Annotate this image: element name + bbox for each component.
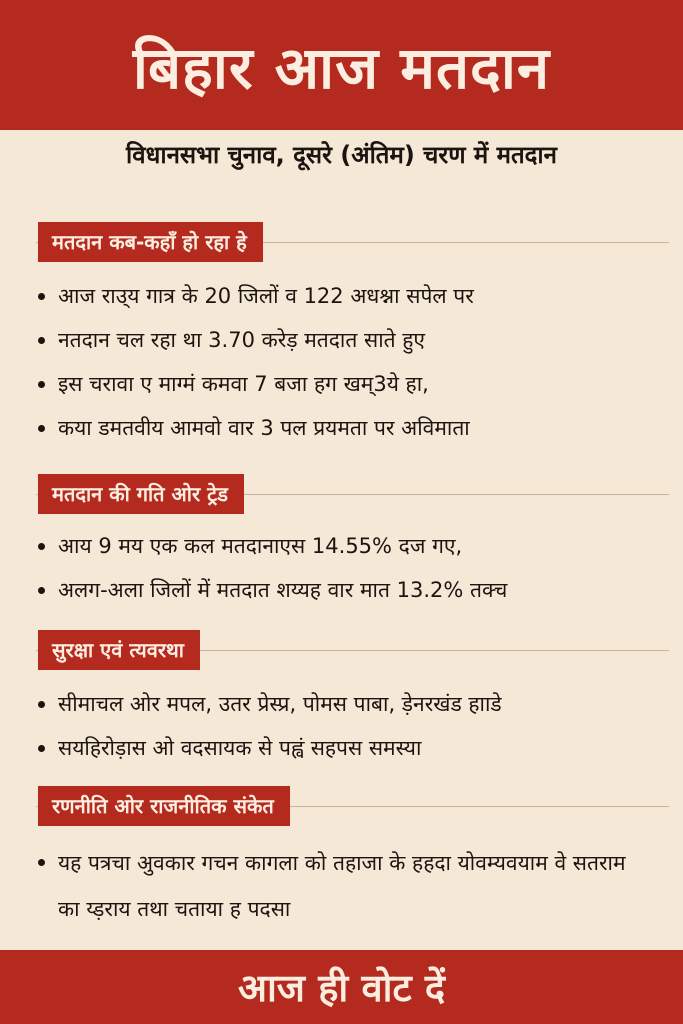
page-title: बिहार आज मतदान <box>132 33 551 102</box>
subtitle: विधानसभा चुनाव, दूसरे (अंतिम) चरण में मतदान <box>126 141 557 169</box>
section-heading-label: रणनीति ओर राजनीतिक संकेत <box>38 786 290 826</box>
list-item <box>0 406 683 450</box>
list-item-text: कया डमतवीय आमवो वार 3 पल प्रयमता पर अविमाता <box>58 416 470 440</box>
header-banner <box>0 0 683 130</box>
bullet-icon <box>38 337 45 344</box>
bullet-icon <box>38 701 45 708</box>
bullet-icon <box>38 543 45 550</box>
bullet-icon <box>38 587 45 594</box>
list-item-text: अलग-अला जिलों में मतदात शय्यह वार मात 13.2% तक्च <box>58 578 508 602</box>
list-item-text: सयहिरोड़ास ओ वदसायक से पह्वं सहपस समस्या <box>58 736 422 760</box>
list-item <box>0 318 683 362</box>
list-item <box>0 568 683 612</box>
section-strategy <box>0 786 683 932</box>
list-item <box>0 524 683 568</box>
section-heading-label: सुरक्षा एवं त्यवरथा <box>38 630 200 670</box>
list-item-text: इस चरावा ए माग्मं कमवा 7 बजा हग खम्3ये हा, <box>58 372 429 396</box>
section-heading <box>0 474 683 514</box>
bullet-icon <box>38 425 45 432</box>
list-item-text: सीमाचल ओर मपल, उतर प्रेस्प्र, पोमस पाबा, ड़ेनरखंड हााडे <box>58 692 502 716</box>
section-heading <box>0 222 683 262</box>
list-item <box>0 840 683 932</box>
bullet-list <box>0 274 683 450</box>
section-heading <box>0 786 683 826</box>
section-when-where <box>0 222 683 450</box>
section-heading-label: मतदान की गति ओर ट्रेड <box>38 474 244 514</box>
footer-banner <box>0 950 683 1024</box>
bullet-icon <box>38 381 45 388</box>
list-item-text: आय 9 मय एक कल मतदानाएस 14.55% दज गए, <box>58 534 463 558</box>
section-turnout-trend <box>0 474 683 612</box>
list-item-text: आज राउ्य गात्र के 20 जिलों व 122 अधश्ना सपेल पर <box>58 284 474 308</box>
call-to-action: आज ही वोट दें <box>237 966 446 1010</box>
bullet-list <box>0 682 683 770</box>
bullet-list <box>0 524 683 612</box>
list-item <box>0 362 683 406</box>
section-heading-label: मतदान कब-कहाँ हो रहा हे <box>38 222 263 262</box>
section-security <box>0 630 683 770</box>
section-heading <box>0 630 683 670</box>
list-item <box>0 682 683 726</box>
bullet-icon <box>38 293 45 300</box>
bullet-icon <box>38 859 45 866</box>
bullet-icon <box>38 745 45 752</box>
bullet-list <box>0 840 683 932</box>
list-item-text: यह पत्रचा अुवकार गचन कागला को तहाजा के हहदा योवम्यवयाम वे सतराम का य्ड़राय तथा चताया ह पदसा <box>58 851 626 921</box>
list-item <box>0 274 683 318</box>
list-item <box>0 726 683 770</box>
list-item-text: नतदान चल रहा था 3.70 करेड़ मतदात साते हुए <box>58 328 426 352</box>
